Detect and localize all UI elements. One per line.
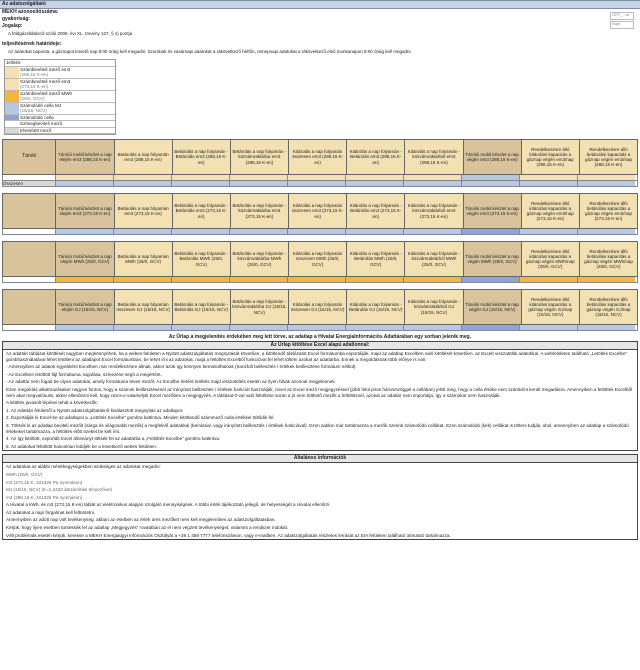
legend-label: Számbevételi mező em3 (273,15 K-en) (20, 78, 71, 89)
input-cell[interactable] (404, 175, 462, 180)
input-cell (114, 229, 172, 234)
legend-swatch (5, 79, 19, 90)
legend (4, 59, 116, 135)
deadline-label: teljesítésének határideje: (2, 41, 62, 47)
input-cell[interactable] (3, 325, 56, 330)
column-header: Betárolás a nap folyamán összesen GJ (15/15, NCV) (115, 290, 173, 324)
input-cell (346, 229, 404, 234)
column-header: Tárolói mobil készlet a nap végén em3 (288,15 K-en) (464, 140, 522, 174)
table-header-row (2, 289, 638, 325)
legend-label: Szövegbeviteli mező (20, 121, 63, 126)
instruction-paragraph: Az adattári táblázat kitöltését nagyban megkönnyítheti, ha a webes felületen a Nyitott adatszolgáltatás megnyitását követően, a kitöltendő táblázatot Excel formátumba exportálják, majd az adatlap Excelben való kitöltését követően, az Excelt visszatöltik adatokkal. A webfelületen található „Letöltés Excelbe” gombhasználatával lehet letölteni az adatlapot Excel formátumban, be lehet írni az adatokat, majd a feltöltés Excelből funkcióval fel lehet tölteni azokat az adattárba. Ennek a megoldásnak több előnye is van: (6, 351, 628, 362)
input-cell (462, 175, 520, 180)
column-header: Kitárolás a nap folyamán - közvámraktárból em3 (288,15 K-en) (405, 140, 463, 174)
column-header: Tárolói mobil készlet a nap végén MWh (25/0, GCV) (464, 242, 522, 276)
column-header: Betárolás a nap folyamán - közvámraktárba MWh (25/0, GCV) (231, 242, 289, 276)
legend-swatch (5, 115, 19, 121)
meta-cell[interactable]: GRT_...nt (610, 12, 634, 20)
column-header: Kitárolás a nap folyamán - Betárolás em3 (288,15 K-en) (347, 140, 405, 174)
input-cell[interactable] (3, 277, 56, 282)
input-cell[interactable] (56, 277, 114, 282)
general-info-line: MJ (15/15, NCV) (K=1,2433 átszámítási tényezővel) (6, 487, 113, 493)
general-info-line: m3 (288,15 K, 101325 Pa nyomáson) (6, 494, 83, 500)
column-header: Betárolás a nap folyamán - Betárolás MWh (25/0, GCV) (173, 242, 231, 276)
input-cell[interactable] (520, 277, 578, 282)
meta-cell[interactable]: Napi (610, 21, 634, 29)
table-header-row (2, 193, 638, 229)
storage-column-header (3, 242, 56, 276)
input-cell[interactable] (56, 175, 114, 180)
column-header: Betárolás a nap folyamán - Betárolás em3 (273,15 K-en) (173, 194, 231, 228)
general-info-line: Kérjük, hogy ilyen esetben tüntessék fel az adatlap „Megjegyzés” rovatában az el nem végzett tevékenységet, valamint a rendszer indokát. (6, 525, 289, 531)
general-info-line: m3 (273,15 K, 101325 Pa nyomáson) (6, 479, 83, 485)
meta-cells (610, 12, 634, 30)
input-cell[interactable] (230, 277, 288, 282)
input-cell (462, 277, 520, 282)
column-header: Rendelkezésre álló kitárolási kapacitás a gáznap végén GJ/nap (15/15, NCV) (522, 290, 580, 324)
input-cell (404, 325, 462, 330)
instruction-paragraph: 3. Töltsék ki az adatlap beviteli mezőit (sárga és világosabb mezők) a megfelelő adatokkal (beírással, vagy irányított beillesztés / értékek funkcióval). Ezen sablon már tartalmazza a mezők szerinti számolódó cellákat. Ezen számolódó (kék) cellákat is tölteni tudják, ahol, amennyiben az adatlap a számolódó értékeket tartalmazza, a feltöltés előtt ezeket be kell írni. (6, 422, 629, 434)
instructions-body (3, 350, 637, 450)
instruction-paragraph: Ezen megoldás alkalmazásakor nagyon fontos, hogy a számok beillesztésénél az irányított beillesztés / értékek funkciót használják, mivel az Excel mező megjegyzéssel (jobb felül piros háromszöggel a cellában) jelöli meg, hogy a cella értéke nem számként került megadásra. Amennyiben a feltöltés Excelből nem akar megvalósulni, akkor ellenőrizni kell, hogy nincs-e valamelyik Excel mezőben a megjegyzés. A táblázat 0-val való feltöltése során a jó nem tölthető mezők a feltöltésnél, azokat az adattár nem importálja, így a számokat nem használják. (6, 386, 633, 398)
column-header: Kitárolás a nap folyamán - közvámraktárból em3 (273,15 K-en) (405, 194, 463, 228)
total-cell (230, 181, 288, 186)
general-info-line: Amennyiben az adott nap volt tevékenység, abban az esetben az érték üres mezőket nem kell megjeleníteni az adatszolgáltatásban. (6, 517, 276, 523)
column-header: Kitárolás a nap folyamán - Betárolás MWh (25/0, GCV) (347, 242, 405, 276)
input-cell[interactable] (172, 277, 230, 282)
input-cell (520, 229, 578, 234)
instructions-section (2, 341, 638, 451)
input-cell (172, 229, 230, 234)
column-header: Rendelkezésre álló kitárolási kapacitás a gáznap végén em3/nap (273,15 K-en) (522, 194, 580, 228)
input-cell[interactable] (346, 175, 404, 180)
legend-item (5, 128, 115, 135)
legend-item (5, 67, 115, 79)
total-cell (56, 181, 114, 186)
general-info-body (3, 463, 637, 539)
legend-swatch (5, 128, 19, 134)
input-cell[interactable] (578, 277, 635, 282)
legal-label: Jogalap: (2, 23, 23, 29)
input-cell (520, 325, 578, 330)
input-cell[interactable] (520, 175, 578, 180)
column-header: Betárolás a nap folyamán - közvámraktárba GJ (15/15, NCV) (231, 290, 289, 324)
general-info-line: Az adatokat a napi forgalmat kell feltüntetni. (6, 509, 96, 515)
section-band: Az adatszolgáltató (0, 0, 640, 9)
total-row (2, 181, 638, 187)
legend-label: Számolódó cella MJ (15/15, NCV) (20, 102, 62, 113)
total-cell (114, 181, 172, 186)
mekh-id-row (0, 9, 640, 16)
column-header: Tárolói mobil készlet a nap elején GJ (15/15, NCV) (56, 290, 114, 324)
tables-container (0, 139, 640, 331)
instruction-paragraph: - Az adattár nem fogad be olyan adatokat, amely formátuma téves mezőt. Az Excelbe történt letöltés majd visszatöltés esetén az ilyen hibák azonnal megjelennek. (6, 379, 336, 385)
general-info-line: MWh (25/0, GCV) (6, 471, 43, 477)
column-header: Betárolás a nap folyamán em3 (288,15 K-en) (115, 140, 173, 174)
legend-item (5, 91, 115, 103)
storage-column-header (3, 194, 56, 228)
total-cell (288, 181, 346, 186)
legend-title-text: Jelölés: (6, 60, 22, 65)
general-info-line: Az adatokat az alábbi mértékegységekben szükséges az adatokat megadni: (6, 464, 161, 470)
data-table (2, 193, 638, 235)
input-cell (462, 325, 520, 330)
data-table (2, 139, 638, 187)
instruction-paragraph: 4. Az így kitöltött, exportált Excel állományt töltsék fel az adattárba a „Feltöltés Excelbe” gombra kattintva. (6, 436, 221, 442)
period-label: gyakoriság: (2, 16, 31, 22)
storage-column-header: Tároló (3, 140, 56, 174)
column-header: Kitárolás a nap folyamán összesen em3 (273,15 K-en) (289, 194, 347, 228)
column-header: Betárolás a nap folyamán em3 (273,15 K-en) (115, 194, 173, 228)
period-row (0, 16, 640, 23)
column-header: Kitárolás a nap folyamán - közvámraktárból GJ (15/15, NCV) (405, 290, 463, 324)
total-cell (346, 181, 404, 186)
input-cell (288, 229, 346, 234)
legend-label: Számbevételi mező MWh (25/0, GCV) (20, 90, 73, 101)
column-header: Tárolói mobil készlet a nap elején em3 (273,15 K-en) (56, 194, 114, 228)
input-cell (230, 325, 288, 330)
general-info-title: Általános információk (3, 455, 637, 463)
input-cell (578, 325, 635, 330)
column-header: Rendelkezésre álló betárolási kapacitás a gáznap végén MWh/nap (25/0, GCV) (580, 242, 637, 276)
instruction-paragraph: 2. Exportálják ki Excel-be az adatlapot a „Letöltés Excelbe” gombra kattintva. Minden kitöltendő számmező nulla értékkel töltődik fel. (6, 415, 275, 421)
input-cell (462, 229, 520, 234)
input-cell (56, 325, 114, 330)
instructions-title: Az Űrlap kitöltése Excel alapú adatlonnal: (3, 342, 637, 350)
total-cell (172, 181, 230, 186)
table-header-row (2, 241, 638, 277)
input-cell (172, 325, 230, 330)
input-row (2, 229, 638, 235)
input-cell (230, 229, 288, 234)
column-header: Kitárolás a nap folyamán összesen em3 (288,15 K-en) (289, 140, 347, 174)
input-cell[interactable] (230, 175, 288, 180)
column-header: Kitárolás a nap folyamán összesen MWh (25/0, GCV) (289, 242, 347, 276)
column-header: Rendelkezésre álló betárolási kapacitás a gáznap végén em3/nap (273,15 K-en) (580, 194, 637, 228)
instruction-paragraph: - Az Excelben letöltött fájl formátuma, tagolása, színezése segít a megértést. (6, 371, 162, 377)
storage-column-header (3, 290, 56, 324)
instruction-paragraph: 1. Az Adattári felületről a Nyitott adatszolgáltatásról kiválasztott megnyitás az adatlapot. (6, 407, 184, 413)
general-info-line: A Hivatal a kWh, és m3 (273,15 K-en) táblát az elektronikus alapján szolgáló mennyiségnek. A többi érték tájékoztató jellegű, de helyességét a Hivatal ellenőrzi. (6, 502, 331, 508)
total-cell (578, 181, 635, 186)
input-cell (56, 229, 114, 234)
input-cell[interactable] (114, 175, 172, 180)
legend-swatch (5, 67, 19, 78)
legend-swatch (5, 121, 19, 127)
column-header: Tárolói mobil készlet a nap végén em3 (273,15 K-en) (464, 194, 522, 228)
column-header: Rendelkezésre álló betárolási kapacitás a gáznap végén GJ/nap (15/15, NCV) (580, 290, 637, 324)
input-cell (114, 325, 172, 330)
general-info-section (2, 454, 638, 540)
input-row (2, 325, 638, 331)
column-header: Betárolás a nap folyamán MWh (25/0, GCV) (115, 242, 173, 276)
legend-swatch (5, 103, 19, 114)
column-header: Betárolás a nap folyamán - Betárolás GJ (15/15, NCV) (173, 290, 231, 324)
legend-item (5, 79, 115, 91)
input-cell (404, 229, 462, 234)
data-table (2, 289, 638, 331)
legend-swatch (5, 91, 19, 102)
legal-text: A földgázellátásról szóló 2008. évi XL. törvény 127. § s) pontja (8, 31, 133, 36)
input-cell (578, 229, 635, 234)
column-header: Kitárolás a nap folyamán - közvámraktárból MWh (25/0, GCV) (405, 242, 463, 276)
input-cell[interactable] (288, 175, 346, 180)
deadline-row (0, 41, 640, 48)
disclaimer-note: Az Űrlap a megjelenítés érdekében meg lett törve, az adatlap a Hivatal EnergiaInformációs Adattárában egy sorban jelenik meg. (168, 334, 472, 340)
input-cell (288, 325, 346, 330)
total-cell (520, 181, 578, 186)
column-header: Betárolás a nap folyamán - közvámraktárba em3 (273,15 K-en) (231, 194, 289, 228)
input-cell[interactable] (404, 277, 462, 282)
legend-item (5, 103, 115, 115)
input-row (2, 277, 638, 283)
column-header: Rendelkezésre álló betárolási kapacitás a gáznap végén em3/nap (288,15 K-en) (580, 140, 637, 174)
input-cell[interactable] (114, 277, 172, 282)
instruction-paragraph: A kitöltés javasolt lépései tehát a következők: (6, 400, 98, 406)
legend-label: Elvesített mező (20, 127, 52, 133)
legend-items (5, 67, 115, 135)
input-cell[interactable] (578, 175, 635, 180)
legend-label: Számbevételi mező em3 (288,15 K-en) (20, 66, 71, 77)
deadline-text-row (0, 48, 640, 55)
total-label: Összesen (3, 181, 56, 186)
column-header: Tárolói mobil készlet a nap végén GJ (15/15, NCV) (464, 290, 522, 324)
deadline-text: Az adatokat naponta, a gáznapot követő nap 8:00 óráig kell megadni. Szombati és vasárnapi adatokat a rákövetkező hétfőn, ünnepnapi adatokat a rákövetkező első munkanapon 8:00 óráig kell megadni. (8, 49, 412, 54)
input-cell[interactable] (3, 229, 56, 234)
column-header: Betárolás a nap folyamán - Betárolás em3 (288,15 K-en) (173, 140, 231, 174)
column-header: Rendelkezésre álló kitárolási kapacitás a gáznap végén MWh/nap (25/0, GCV) (522, 242, 580, 276)
input-cell[interactable] (288, 277, 346, 282)
total-cell (404, 181, 462, 186)
input-cell[interactable] (346, 277, 404, 282)
column-header: Tárolói mobil készlet a nap elején em3 (288,15 K-en) (56, 140, 114, 174)
input-cell (346, 325, 404, 330)
instruction-paragraph: - Amennyiben az adatok egyebként Excelben már rendelkezésre állnak, akkor azok így könnyen bemásolhatóak (tranzfolt beillesztés / értékek beillesztése formátum nélkül). (6, 364, 357, 370)
table-header-row (2, 139, 638, 175)
instruction-paragraph: 5. Az adatokat feltöltött hasonlóan küldjék be a következő webes felületen. (6, 443, 158, 449)
column-header: Rendelkezésre álló kitárolási kapacitás a gáznap végén em3/nap (288,15 K-en) (522, 140, 580, 174)
general-info-line: Vélt problémák esetén kérjük, keresse a MEKH Energiaügyi Információs Osztályát a +36 1 459 7777 telefonszámon, vagy e-mailben. Az adatszolgáltatás részletes leírását az EIA felületen található útmutató tartalmazza. (6, 532, 451, 538)
mekh-id-label: MEKH azonosítószáma: (2, 9, 59, 15)
legend-label: Számolódó cella (20, 114, 54, 120)
legal-text-row (0, 30, 640, 37)
data-table (2, 241, 638, 283)
total-cell (462, 181, 520, 186)
input-cell[interactable] (3, 175, 56, 180)
column-header: Kitárolás a nap folyamán összesen GJ (15/15, NCV) (289, 290, 347, 324)
legal-row (0, 23, 640, 30)
column-header: Kitárolás a nap folyamán - Betárolás GJ (15/15, NCV) (347, 290, 405, 324)
input-cell[interactable] (172, 175, 230, 180)
column-header: Kitárolás a nap folyamán - Betárolás em3 (273,15 K-en) (347, 194, 405, 228)
column-header: Betárolás a nap folyamán - közvámraktárba em3 (288,15 K-en) (231, 140, 289, 174)
column-header: Tárolói mobil készlet a nap elején MWh (25/0, GCV) (56, 242, 114, 276)
